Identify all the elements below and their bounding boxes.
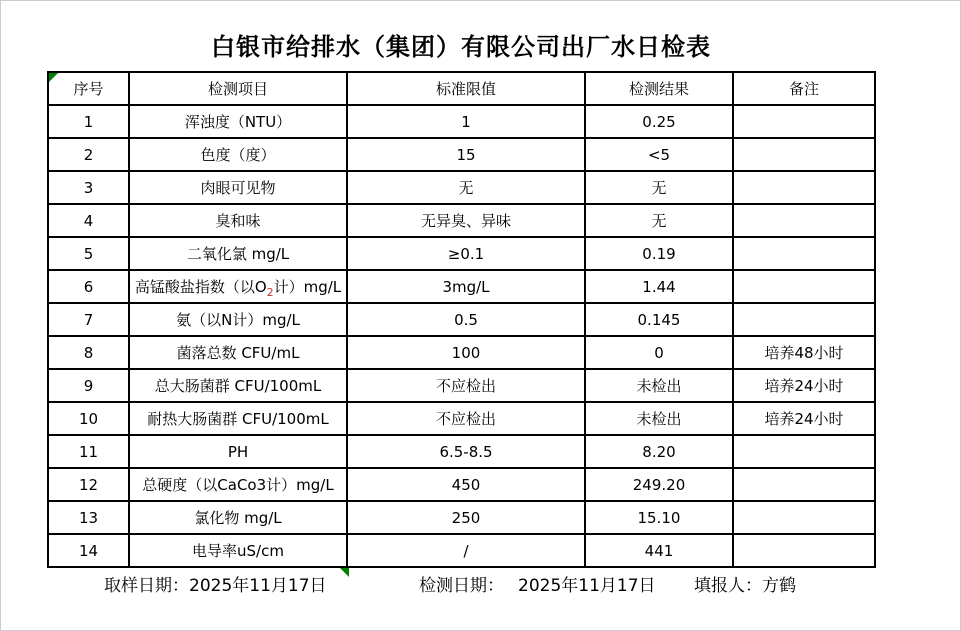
cell-result[interactable]: 无 [585,204,733,237]
table-row [48,369,875,402]
cell-item[interactable]: 电导率uS/cm [129,534,347,567]
cell-item[interactable]: 二氧化氯 mg/L [129,237,347,270]
cell-item[interactable] [129,270,347,303]
cell-limit[interactable]: 无 [347,171,585,204]
table-body [48,105,875,567]
cell-note[interactable] [733,270,875,303]
cell-item[interactable]: 色度（度） [129,138,347,171]
cell-seq[interactable]: 13 [48,501,129,534]
cell-result[interactable]: 249.20 [585,468,733,501]
item-text: 高锰酸盐指数（以O [134,277,267,296]
cell-limit[interactable]: 250 [347,501,585,534]
cell-item[interactable]: 总硬度（以CaCo3计）mg/L [129,468,347,501]
cell-limit[interactable]: ≥0.1 [347,237,585,270]
reporter-value: 方鹤 [762,576,796,596]
cell-result[interactable]: 441 [585,534,733,567]
cell-seq[interactable]: 12 [48,468,129,501]
cell-seq[interactable]: 2 [48,138,129,171]
cell-item[interactable]: 浑浊度（NTU） [129,105,347,138]
item-text: 计）mg/L [273,277,342,296]
cell-limit[interactable]: / [347,534,585,567]
cell-result[interactable]: 1.44 [585,270,733,303]
cell-limit[interactable]: 450 [347,468,585,501]
cell-note[interactable] [733,435,875,468]
cell-limit[interactable]: 不应检出 [347,402,585,435]
test-date-field [419,571,656,596]
cell-note[interactable] [733,171,875,204]
table-header-row [48,72,875,105]
cell-limit[interactable]: 无异臭、异味 [347,204,585,237]
sample-date-label: 取样日期： [104,576,189,596]
cell-note[interactable] [733,303,875,336]
cell-item[interactable]: 臭和味 [129,204,347,237]
header-label: 检测结果 [628,80,689,98]
item-subscript: 2 [266,285,274,299]
cell-limit[interactable]: 100 [347,336,585,369]
cell-item[interactable]: 总大肠菌群 CFU/100mL [129,369,347,402]
cell-seq[interactable]: 7 [48,303,129,336]
cell-note[interactable] [733,105,875,138]
inspection-table [47,71,876,568]
cell-result[interactable]: <5 [585,138,733,171]
cell-note[interactable]: 培养24小时 [733,402,875,435]
cell-note[interactable] [733,501,875,534]
cell-note[interactable] [733,138,875,171]
reporter-field [694,571,796,596]
cell-limit[interactable]: 0.5 [347,303,585,336]
table-row [48,237,875,270]
cell-seq[interactable]: 4 [48,204,129,237]
table-row [48,171,875,204]
header-label: 检测项目 [207,80,268,98]
cell-limit[interactable]: 15 [347,138,585,171]
test-date-value: 2025年11月17日 [518,576,656,596]
cell-note[interactable]: 培养24小时 [733,369,875,402]
cell-seq[interactable]: 3 [48,171,129,204]
excel-error-indicator-icon [49,73,58,82]
cell-result[interactable]: 无 [585,171,733,204]
cell-note[interactable] [733,237,875,270]
table-row [48,336,875,369]
table-row [48,204,875,237]
test-date-label: 检测日期： [419,576,504,596]
header-cell-seq[interactable] [48,72,129,105]
cell-item[interactable]: 耐热大肠菌群 CFU/100mL [129,402,347,435]
table-row [48,303,875,336]
cell-result[interactable]: 0.25 [585,105,733,138]
cell-seq[interactable]: 6 [48,270,129,303]
header-cell-note[interactable] [733,72,875,105]
sample-date-field [104,571,327,596]
cell-limit[interactable]: 6.5-8.5 [347,435,585,468]
header-cell-item[interactable] [129,72,347,105]
cell-result[interactable]: 0.19 [585,237,733,270]
table-row [48,435,875,468]
header-cell-limit[interactable] [347,72,585,105]
cell-result[interactable]: 0.145 [585,303,733,336]
cell-note[interactable] [733,204,875,237]
cell-seq[interactable]: 8 [48,336,129,369]
cell-result[interactable]: 未检出 [585,402,733,435]
cell-item[interactable]: PH [129,435,347,468]
cell-seq[interactable]: 9 [48,369,129,402]
table-row [48,534,875,567]
header-label: 标准限值 [435,80,496,98]
cell-result[interactable]: 未检出 [585,369,733,402]
cell-item[interactable]: 肉眼可见物 [129,171,347,204]
cell-note[interactable]: 培养48小时 [733,336,875,369]
table-row [48,138,875,171]
table-row [48,501,875,534]
table-row [48,402,875,435]
reporter-label: 填报人： [694,576,762,596]
cell-seq[interactable]: 5 [48,237,129,270]
cell-seq[interactable]: 1 [48,105,129,138]
cell-item[interactable]: 氨（以N计）mg/L [129,303,347,336]
cell-result[interactable]: 0 [585,336,733,369]
page-title: 白银市给排水（集团）有限公司出厂水日检表 [211,33,711,61]
cell-seq[interactable]: 10 [48,402,129,435]
cell-item[interactable]: 菌落总数 CFU/mL [129,336,347,369]
cell-note[interactable] [733,534,875,567]
cell-result[interactable]: 15.10 [585,501,733,534]
table-row [48,270,875,303]
cell-item[interactable]: 氯化物 mg/L [129,501,347,534]
header-label: 备注 [788,80,819,98]
cell-note[interactable] [733,468,875,501]
footer [1,571,961,595]
header-cell-result[interactable] [585,72,733,105]
header-label: 序号 [73,80,104,98]
cell-seq[interactable]: 11 [48,435,129,468]
cell-limit[interactable]: 1 [347,105,585,138]
table-row [48,468,875,501]
cell-limit[interactable]: 3mg/L [347,270,585,303]
sample-date-value: 2025年11月17日 [189,576,327,596]
cell-result[interactable]: 8.20 [585,435,733,468]
cell-seq[interactable]: 14 [48,534,129,567]
table-row [48,105,875,138]
cell-limit[interactable]: 不应检出 [347,369,585,402]
